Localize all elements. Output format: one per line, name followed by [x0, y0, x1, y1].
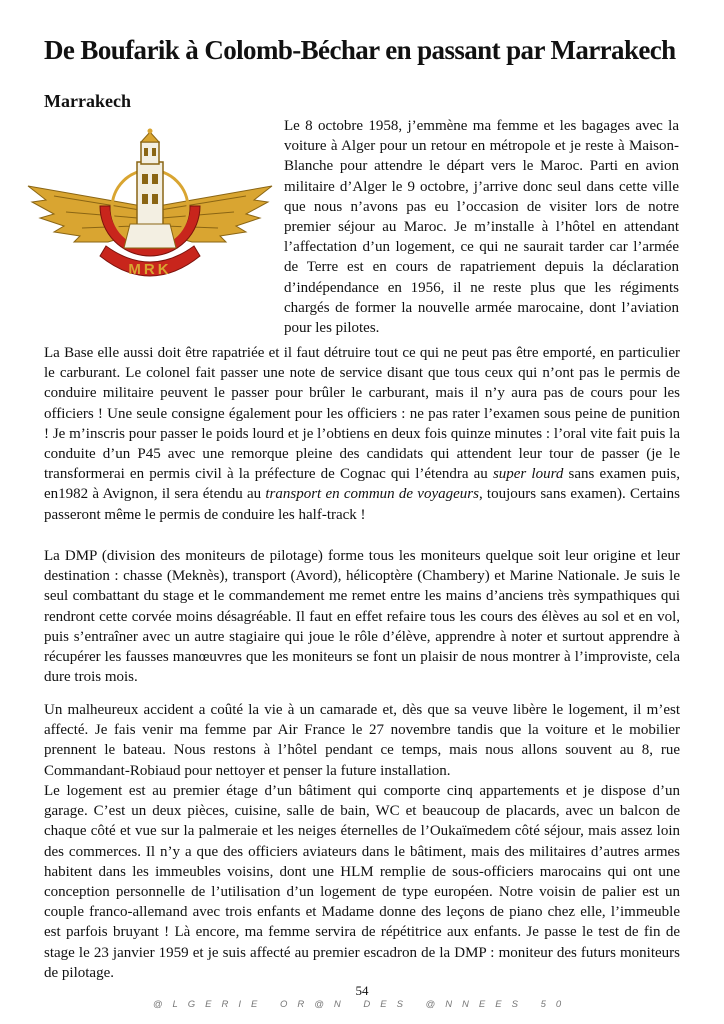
footer-site-name: @LGERIE OR@N DES @NNEES 50 [152, 999, 572, 1010]
page-number: 54 [355, 983, 369, 998]
page-title: De Boufarik à Colomb-Béchar en passant par Marrakech [44, 35, 676, 65]
paragraph-5: Le logement est au premier étage d’un bâtiment qui comporte cinq appartements et je dispose d’un garage. C’est un deux pièces, cuisine, salle de bain, WC et beaucoup de placards, avec un balcon de chaque côté et vue sur la palmeraie et les neiges éternelles de l’Oukaïmedem côté séjour, mais assez loin des commerces. Il n’y a que des officiers aviateurs dans le bâtiment, mais des militaires d’autres armes habitent dans les immeubles voisins, dont une HLM remplie de sous-officiers marocains qui ont une conception personnelle de l’utilisation d’un logement de type européen. Notre voisin de palier est un couple franco-allemand avec trois enfants et Madame donne des leçons de piano chez elle, l’immeuble est parfois bruyant ! Là encore, ma femme servira de répétitrice aux enfants. Je passe le test de fin de stage le 23 janvier 1959 et je suis affecté au premier escadron de la DMP : moniteur des futurs moniteurs de pilotage. [44, 783, 680, 981]
mrk-squadron-insignia-icon [24, 128, 276, 296]
paragraph-3: La DMP (division des moniteurs de pilotage) forme tous les moniteurs quelque soit leur origine et leur destination : chasse (Meknès), transport (Avord), hélicoptère (Chambery) et Marine Nationale. Je suis le seul combattant du stage et le commandement me remet entre les mains d’anciens très sympathiques qui rendront cette corvée moins désagréable. Il faut en effet refaire tous les cours des élèves au sol et en vol, puis s’entraîner avec un autre stagiaire qui joue le rôle d’élève, apprendre à noter et surtout apprendre à récupérer les fausses manœuvres que les moniteurs se font un plaisir de nous montrer à l’improviste, cela dure trois mois. [44, 548, 680, 686]
paragraph-2-part-c: , toujours sans examen). Certains passeront même le permis de conduire les half-track ! [44, 486, 680, 523]
tower [124, 129, 176, 249]
section-heading: Marrakech [44, 91, 131, 111]
mrk-letters: MRK [128, 261, 172, 278]
paragraph-2 [44, 343, 680, 525]
paragraph-2-emphasis-1: super lourd [492, 466, 564, 483]
paragraph-1: Le 8 octobre 1958, j’emmène ma femme et les bagages avec la voiture à Alger pour un retour en métropole et je reste à Maison-Blanche pour attendre le départ vers le Maroc. Parti en avion militaire d’Alger le 9 octobre, j’arrive donc seul dans cette ville que nous n’avons pas eu l’occasion de visiter lors de notre premier séjour au Maroc. Je m’installe à l’hôtel en attendant l’affectation d’un logement, ce qui ne saurait tarder car l’armée de Terre est en cours de rapatriement depuis la déclaration d’indépendance en 1956, il ne reste plus que les régiments chargés de former la nouvelle armée marocaine, dont l’aviation pour les pilotes. [284, 118, 679, 337]
left-wing [28, 186, 142, 242]
paragraph-2-part-a: La Base elle aussi doit être rapatriée et il faut détruire tout ce qui ne peut pas être emporté, en particulier le carburant. Le colonel fait passer une note de service disant que tous ceux qui n’ont pas le permis de conduire militaire peuvent le passer pour brûler le carburant, mais il n’y aura pas de cours pour les officiers ! Une seule consigne également pour les officiers : ne pas rater l’examen sous peine de punition ! Je m’inscris pour passer le poids lourd et je l’obtiens en deux fois quinze minutes : l’oral vite fait puis la conduite d’un P45 avec une remorque pleine des candidats qui attendent leur tour de passer (je le transformerai en permis civil à la préfecture de Cognac qui l’étendra au [44, 345, 680, 483]
right-wing [158, 186, 272, 242]
paragraph-4: Un malheureux accident a coûté la vie à un camarade et, dès que sa veuve libère le logement, il m’est affecté. Je fais venir ma femme par Air France le 27 novembre tandis que la voiture et le mobilier prennent le bateau. Nous restons à l’hôtel pendant ce temps, mais nous allons souvent au 8, rue Commandant-Robiaud pour nettoyer et penser la future installation. [44, 702, 680, 779]
paragraph-2-emphasis-2: transport en commun de voyageurs [265, 486, 479, 503]
paragraph-2-part-b: sans examen puis, en1982 à Avignon, il sera étendu au [44, 466, 680, 503]
